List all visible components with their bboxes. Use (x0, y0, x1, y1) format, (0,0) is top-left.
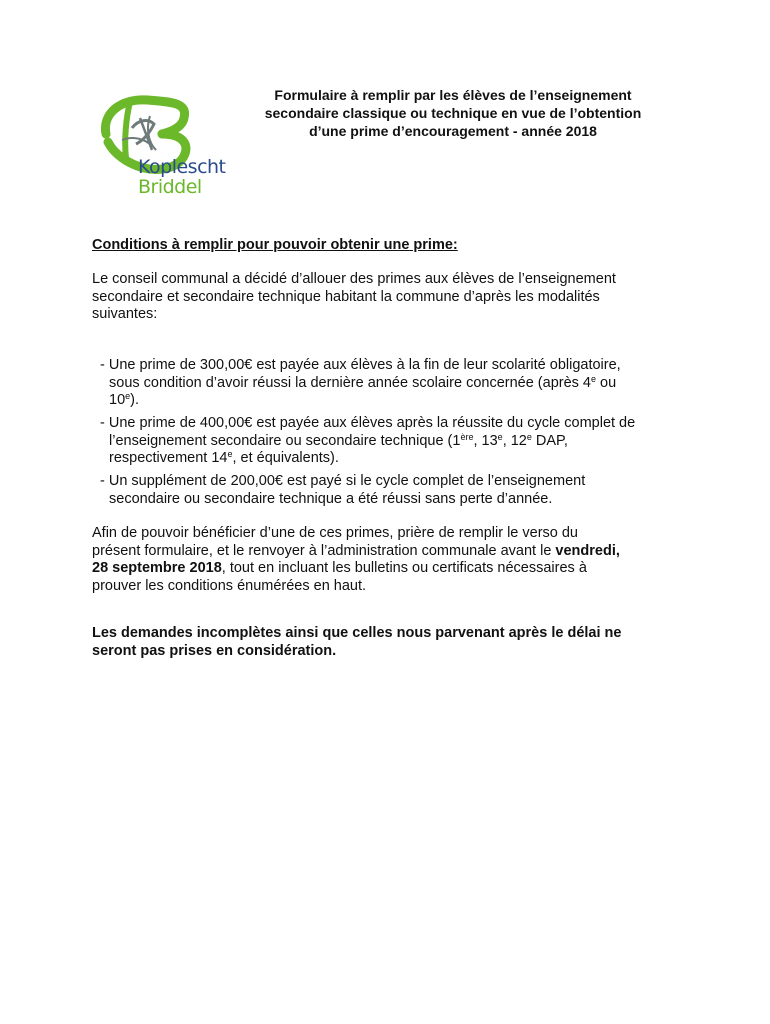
deadline-line: 28 septembre 2018, tout en incluant les bulletins ou certificats nécessaires à (92, 560, 587, 576)
list-item (100, 357, 621, 410)
title-line: d’une prime d’encouragement - année 2018 (309, 123, 597, 139)
list-item (100, 473, 585, 508)
intro-line: suivantes: (92, 306, 158, 322)
title-line: Formulaire à remplir par les élèves de l’enseignement (274, 87, 632, 103)
deadline-line: présent formulaire, et le renvoyer à l’administration communale avant le vendredi, (92, 542, 620, 559)
list-item-line: - Une prime de 400,00€ est payée aux élèves après la réussite du cycle complet de (100, 415, 636, 431)
logo-wordmark-briddel: Briddel (138, 176, 202, 198)
intro-line: secondaire et secondaire technique habitant la commune d’après les modalités (92, 288, 600, 305)
list-item (100, 415, 635, 468)
deadline-day: vendredi, (555, 542, 620, 559)
title-line: secondaire classique ou technique en vue de l’obtention (264, 105, 642, 121)
list-item-line: 10e). (109, 391, 140, 408)
warning-notice (92, 624, 621, 660)
list-item-line: l’enseignement secondaire ou secondaire technique (1ère, 13e, 12e DAP, (109, 431, 568, 449)
list-item-line: sous condition d’avoir réussi la dernière année scolaire concernée (après 4e ou (109, 373, 617, 391)
deadline-line: Afin de pouvoir bénéficier d’une de ces primes, prière de remplir le verso du (92, 525, 578, 541)
list-item-line: secondaire ou secondaire technique a été réussi sans perte d’année. (109, 490, 553, 507)
logo-wordmark-koplescht: Koplescht (138, 156, 226, 178)
form-title (232, 86, 674, 140)
conditions-heading: Conditions à remplir pour pouvoir obtenir une prime: (92, 237, 458, 253)
warning-line: seront pas prises en considération. (92, 643, 337, 659)
intro-paragraph (92, 271, 692, 324)
intro-line: Le conseil communal a décidé d’allouer des primes aux élèves de l’enseignement (92, 271, 616, 287)
deadline-paragraph (92, 525, 692, 595)
warning-line: Les demandes incomplètes ainsi que celles nous parvenant après le délai ne (92, 625, 622, 641)
deadline-date: 28 septembre 2018 (92, 560, 222, 576)
list-item-line: - Une prime de 300,00€ est payée aux élèves à la fin de leur scolarité obligatoire, (100, 357, 621, 373)
list-item-line: respectivement 14e, et équivalents). (109, 449, 339, 466)
list-item-line: - Un supplément de 200,00€ est payé si le cycle complet de l’enseignement (100, 473, 586, 489)
deadline-line: prouver les conditions énumérées en haut. (92, 577, 367, 594)
